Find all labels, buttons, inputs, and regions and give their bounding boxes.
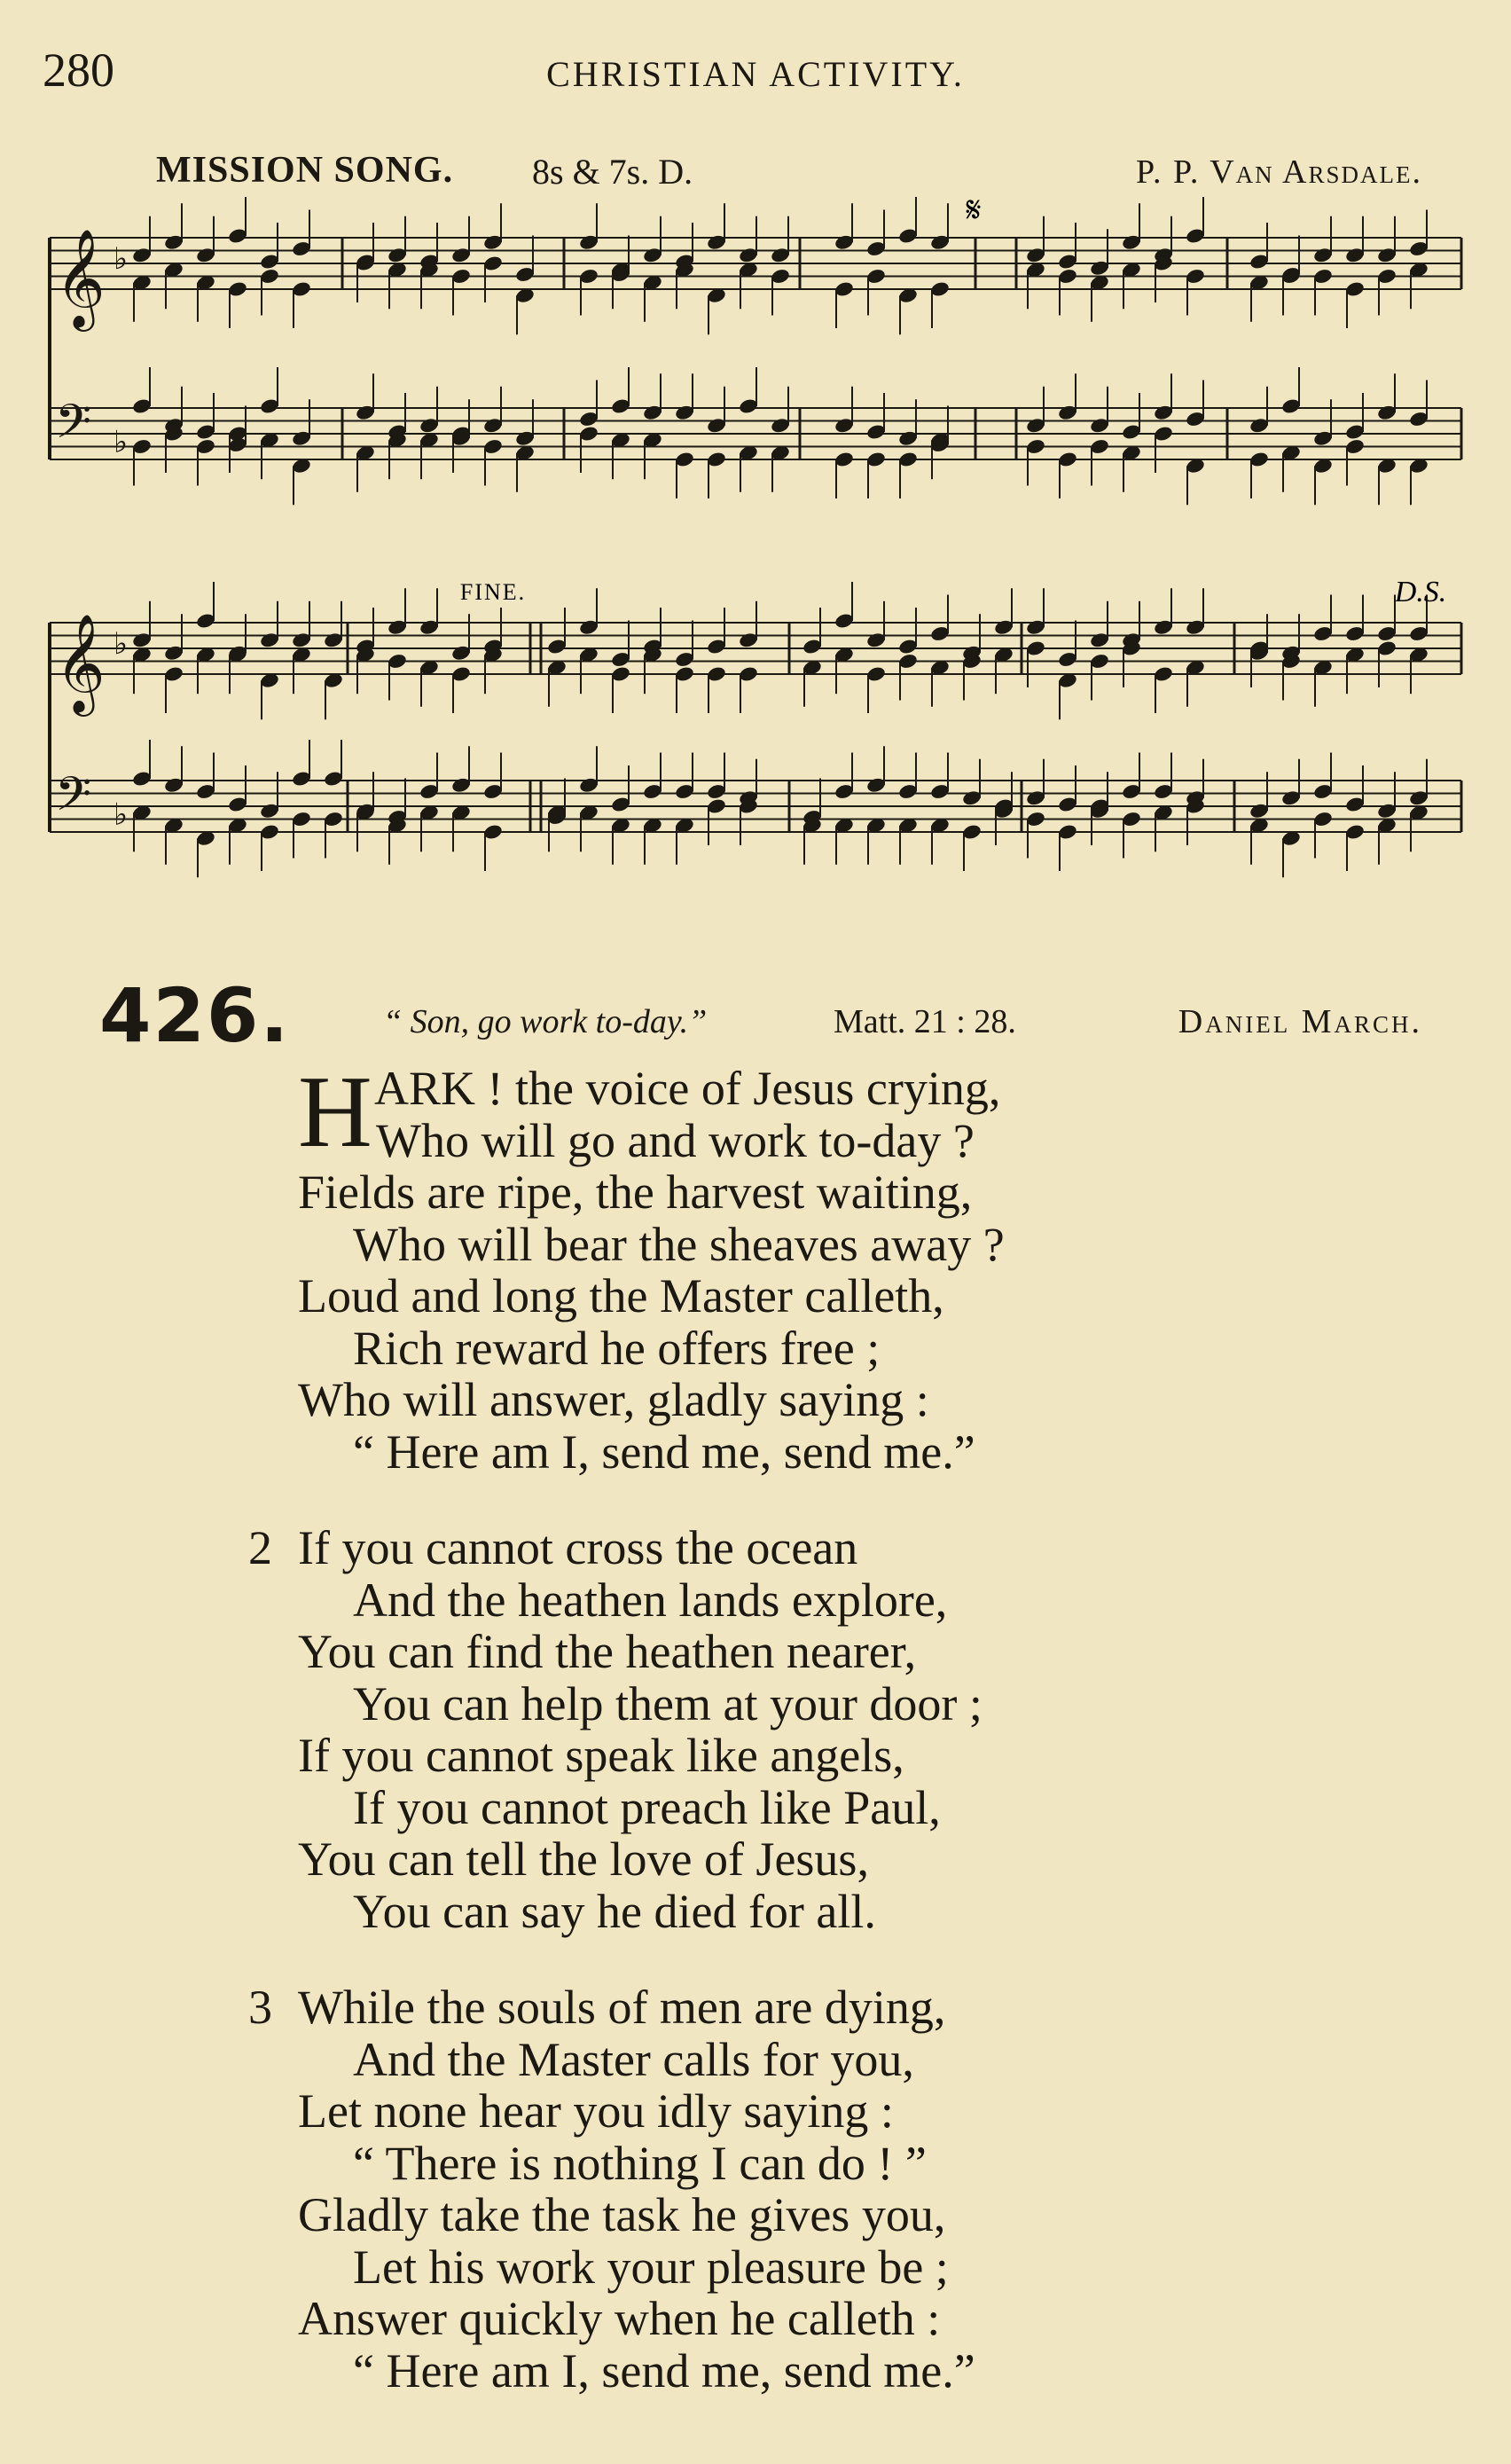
scripture-text: “ Son, go work to-day.” bbox=[383, 1003, 708, 1040]
stanza-line: Answer quickly when he calleth : bbox=[298, 2292, 941, 2345]
treble-clef-icon: 𝄞 bbox=[55, 228, 106, 327]
running-head: CHRISTIAN ACTIVITY. bbox=[546, 54, 965, 94]
stanza-line: Loud and long the Master calleth, bbox=[298, 1269, 944, 1322]
stanza-line-text: ARK ! the voice of Jesus crying, bbox=[374, 1062, 1001, 1115]
flat-icon: ♭ bbox=[114, 424, 129, 460]
stanza-line: If you cannot cross the ocean bbox=[298, 1521, 858, 1574]
stanza-line: While the souls of men are dying, bbox=[298, 1981, 946, 2034]
segno-sign: 𝄋 bbox=[966, 190, 982, 231]
flat-icon: ♭ bbox=[114, 626, 129, 662]
hymn-number: 426. bbox=[99, 972, 291, 1059]
tune-meter: 8s & 7s. D. bbox=[532, 152, 693, 192]
bass-clef-icon: 𝄢 bbox=[55, 395, 92, 461]
composer: P. P. Van Arsdale. bbox=[1136, 153, 1422, 191]
page-number: 280 bbox=[43, 43, 114, 97]
stanza-line: “ Here am I, send me, send me.” bbox=[353, 2343, 975, 2397]
stanza-line: And the heathen lands explore, bbox=[353, 1573, 948, 1627]
stanza-line: Fields are ripe, the harvest waiting, bbox=[298, 1165, 973, 1219]
bass-clef-icon: 𝄢 bbox=[55, 767, 92, 834]
stanza-line: “ There is nothing I can do ! ” bbox=[353, 2136, 927, 2190]
score-staves bbox=[50, 197, 1461, 877]
stanza-line: You can say he died for all. bbox=[353, 1884, 876, 1938]
flat-icon: ♭ bbox=[114, 241, 129, 277]
stanza-line: And the Master calls for you, bbox=[353, 2032, 914, 2086]
music-score bbox=[0, 0, 1511, 958]
fine-label: FINE. bbox=[459, 579, 527, 605]
stanza-3 bbox=[298, 1981, 975, 2397]
stanza-number: 3 bbox=[248, 1981, 272, 2034]
stanza-line: If you cannot preach like Paul, bbox=[353, 1780, 941, 1834]
stanza-line: Let none hear you idly saying : bbox=[298, 2084, 894, 2138]
stanza-line: “ Here am I, send me, send me.” bbox=[353, 1424, 975, 1479]
flat-icon: ♭ bbox=[114, 796, 129, 833]
tune-name: MISSION SONG. bbox=[156, 150, 454, 191]
stanza-1 bbox=[298, 1055, 1005, 1479]
stanza-number: 2 bbox=[248, 1521, 272, 1574]
stanza-line: Who will answer, gladly saying : bbox=[298, 1373, 929, 1426]
ds-label: D.S. bbox=[1394, 576, 1447, 608]
stanza-line: Rich reward he offers free ; bbox=[353, 1321, 881, 1375]
stanza-line: Gladly take the task he gives you, bbox=[298, 2188, 946, 2241]
treble-clef-icon: 𝄞 bbox=[55, 613, 106, 712]
stanza-line: You can help them at your door ; bbox=[353, 1676, 983, 1730]
stanza-line: Let his work your pleasure be ; bbox=[353, 2240, 949, 2294]
hymn-author: Daniel March. bbox=[1178, 1003, 1422, 1040]
stanza-line: Who will go and work to-day ? bbox=[376, 1113, 975, 1167]
scripture-reference: Matt. 21 : 28. bbox=[834, 1003, 1016, 1040]
stanza-line: You can find the heathen nearer, bbox=[298, 1625, 917, 1678]
stanza-line: Who will bear the sheaves away ? bbox=[353, 1217, 1005, 1271]
stanza-2 bbox=[298, 1522, 983, 1937]
stanza-line: You can tell the love of Jesus, bbox=[298, 1832, 869, 1886]
drop-cap: H bbox=[298, 1055, 372, 1169]
stanza-line: If you cannot speak like angels, bbox=[298, 1729, 904, 1782]
